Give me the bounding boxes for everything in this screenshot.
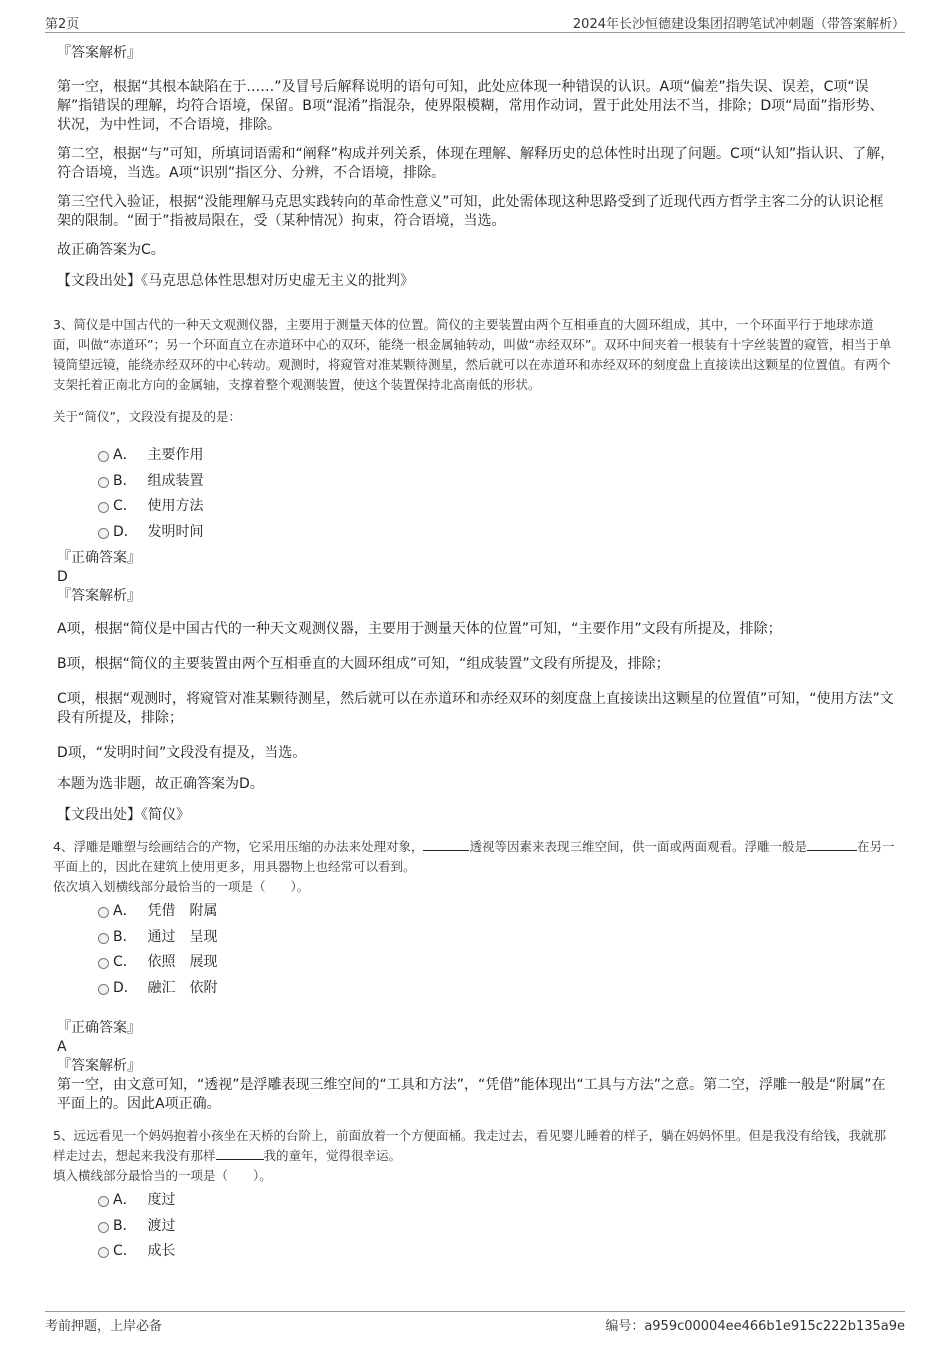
option-letter: D． <box>113 523 138 540</box>
page-number: 第2页 <box>45 17 80 32</box>
q3-conclusion: 本题为选非题，故正确答案为D。 <box>57 776 264 792</box>
q4-options <box>57 899 897 1001</box>
option-letter: A． <box>113 447 137 463</box>
option-text: 使用方法 <box>147 498 204 514</box>
q3-analysis-b: B项，根据“简仪的主要装置由两个互相垂直的大圆环组成”可知，“组成装置”文段有所提及，排除； <box>57 656 670 672</box>
q4-analysis-tag: 『答案解析』 <box>57 1058 141 1074</box>
radio-icon[interactable] <box>98 528 109 539</box>
q4-option-a[interactable] <box>57 899 897 925</box>
footer-slogan: 考前押题，上岸必备 <box>45 1319 163 1334</box>
option-letter: D． <box>113 979 138 996</box>
fill-blank-2 <box>807 838 857 851</box>
fill-blank <box>216 1147 264 1160</box>
q4-option-d[interactable] <box>57 976 897 1002</box>
option-text: 渡过 <box>147 1217 176 1234</box>
q3-answer-tag: 『正确答案』 <box>57 550 141 566</box>
q3-option-a[interactable] <box>57 443 897 469</box>
radio-icon[interactable] <box>98 477 109 488</box>
page-header <box>45 10 905 33</box>
option-letter: B． <box>113 472 137 489</box>
option-letter: C． <box>113 498 137 514</box>
radio-icon[interactable] <box>98 1196 109 1207</box>
q3-answer: D <box>57 569 68 585</box>
option-letter: A． <box>113 1192 137 1208</box>
radio-icon[interactable] <box>98 958 109 969</box>
q5-option-b[interactable] <box>57 1214 897 1240</box>
option-text: 融汇 依附 <box>147 979 218 996</box>
q3-analysis-tag: 『答案解析』 <box>57 588 141 604</box>
option-letter: B． <box>113 1217 137 1234</box>
q3-analysis-c: C项，根据“观测时，将窥管对准某颗待测星，然后就可以在赤道环和赤经双环的刻度盘上直接读出这颗星的位置值”可知，“使用方法”文段有所提及，排除； <box>57 691 894 726</box>
option-letter: B． <box>113 928 137 945</box>
q2-analysis-p1: 第一空，根据“其根本缺陷在于……”及冒号后解释说明的语句可知，此处应体现一种错误的认识。A项“偏差”指失误、误差，C项“误解”指错误的理解，均符合语境，保留。B项“混淆”指混杂，使界限模糊，常用作动词，置于此处用法不当，排除；D项“局面”指形势、状况，为中性词，不合语境，排除。 <box>57 79 884 133</box>
q3-option-b[interactable] <box>57 469 897 495</box>
q3-question: 关于“简仪”，文段没有提及的是： <box>53 409 241 424</box>
option-text: 依照 展现 <box>147 954 218 970</box>
document-id: 编号：a959c00004ee466b1e915c222b135a9e <box>605 1319 905 1334</box>
q4-stem: 4、浮雕是雕塑与绘画结合的产物，它采用压缩的办法来处理对象， 透视等因素来表现三维空间，供一面或两面观看。浮雕一般是 在另一平面上的，因此在建筑上使用更多，用具器物上也经常可以看到。 <box>53 839 895 874</box>
option-text: 成长 <box>147 1243 176 1259</box>
q2-analysis-p3: 第三空代入验证，根据“没能理解马克思实践转向的革命性意义”可知，此处需体现这种思路受到了近现代西方哲学主客二分的认识论框架的限制。“囿于”指被局限在，受（某种情况）拘束，符合语境，当选。 <box>57 194 884 229</box>
radio-icon[interactable] <box>98 451 109 462</box>
option-text: 组成装置 <box>147 472 204 489</box>
q2-analysis-tag: 『答案解析』 <box>57 45 141 61</box>
q3-stem: 3、简仪是中国古代的一种天文观测仪器，主要用于测量天体的位置。简仪的主要装置由两个互相垂直的大圆环组成，其中，一个环面平行于地球赤道面，叫做“赤道环”；另一个环面直立在赤道环中心的双环，能绕一根金属轴转动，叫做“赤经双环”。双环中间夹着一根装有十字丝装置的窥管，相当于单镜筒望远镜，能绕赤经双环的中心转动。观测时，将窥管对准某颗待测星，然后就可以在赤道环和赤经双环的刻度盘上直接读出这颗星的位置值。有两个支架托着正南北方向的金属轴，支撑着整个观测装置，使这个装置保持北高南低的形状。 <box>53 317 892 392</box>
q4-analysis: 第一空，由文意可知，“透视”是浮雕表现三维空间的“工具和方法”，“凭借”能体现出“工具与方法”之意。第二空，浮雕一般是“附属”在平面上的。因此A项正确。 <box>57 1077 886 1112</box>
q3-analysis-d: D项，“发明时间”文段没有提及，当选。 <box>57 745 307 761</box>
q5-option-c[interactable] <box>57 1239 897 1265</box>
option-text: 凭借 附属 <box>147 903 218 919</box>
q4-answer: A <box>57 1039 67 1055</box>
q3-options <box>57 443 897 545</box>
fill-blank-1 <box>423 838 469 851</box>
q3-option-d[interactable] <box>57 520 897 546</box>
option-text: 通过 呈现 <box>147 928 218 945</box>
q5-options <box>57 1188 897 1265</box>
q4-answer-tag: 『正确答案』 <box>57 1020 141 1036</box>
option-text: 发明时间 <box>147 523 204 540</box>
q2-source: 【文段出处】《马克思总体性思想对历史虚无主义的批判》 <box>57 273 414 289</box>
q2-conclusion: 故正确答案为C。 <box>57 242 165 258</box>
option-letter: A． <box>113 903 137 919</box>
radio-icon[interactable] <box>98 933 109 944</box>
radio-icon[interactable] <box>98 984 109 995</box>
q4-question: 依次填入划横线部分最恰当的一项是（ ）。 <box>53 879 310 894</box>
option-text: 主要作用 <box>147 447 204 463</box>
q5-question: 填入横线部分最恰当的一项是（ ）。 <box>53 1168 272 1183</box>
option-text: 度过 <box>147 1192 176 1208</box>
question-5 <box>53 1126 897 1265</box>
option-letter: C． <box>113 954 137 970</box>
radio-icon[interactable] <box>98 502 109 513</box>
q3-analysis-a: A项，根据“简仪是中国古代的一种天文观测仪器，主要用于测量天体的位置”可知，“主要作用”文段有所提及，排除； <box>57 621 782 637</box>
radio-icon[interactable] <box>98 1247 109 1258</box>
document-body <box>53 44 897 1265</box>
question-3 <box>53 315 897 825</box>
q3-source: 【文段出处】《简仪》 <box>57 807 190 823</box>
q2-analysis <box>57 44 897 291</box>
q2-analysis-p2: 第二空，根据“与”可知，所填词语需和“阐释”构成并列关系，体现在理解、解释历史的总体性时出现了问题。C项“认知”指认识、了解，符合语境，当选。A项“识别”指区分、分辨，不合语境，排除。 <box>57 146 895 181</box>
radio-icon[interactable] <box>98 1222 109 1233</box>
document-title: 2024年长沙恒德建设集团招聘笔试冲刺题（带答案解析） <box>572 17 905 32</box>
question-4 <box>53 837 897 1114</box>
page-footer <box>45 1311 905 1334</box>
radio-icon[interactable] <box>98 907 109 918</box>
q5-option-a[interactable] <box>57 1188 897 1214</box>
q3-option-c[interactable] <box>57 494 897 520</box>
option-letter: C． <box>113 1243 137 1259</box>
q5-stem: 5、远远看见一个妈妈抱着小孩坐在天桥的台阶上，前面放着一个方便面桶。我走过去，看见婴儿睡着的样子，躺在妈妈怀里。但是我没有给钱，我就那样走过去，想起来我没有那样 我的童年，觉得很幸运。 <box>53 1128 886 1163</box>
q4-option-b[interactable] <box>57 925 897 951</box>
q4-option-c[interactable] <box>57 950 897 976</box>
